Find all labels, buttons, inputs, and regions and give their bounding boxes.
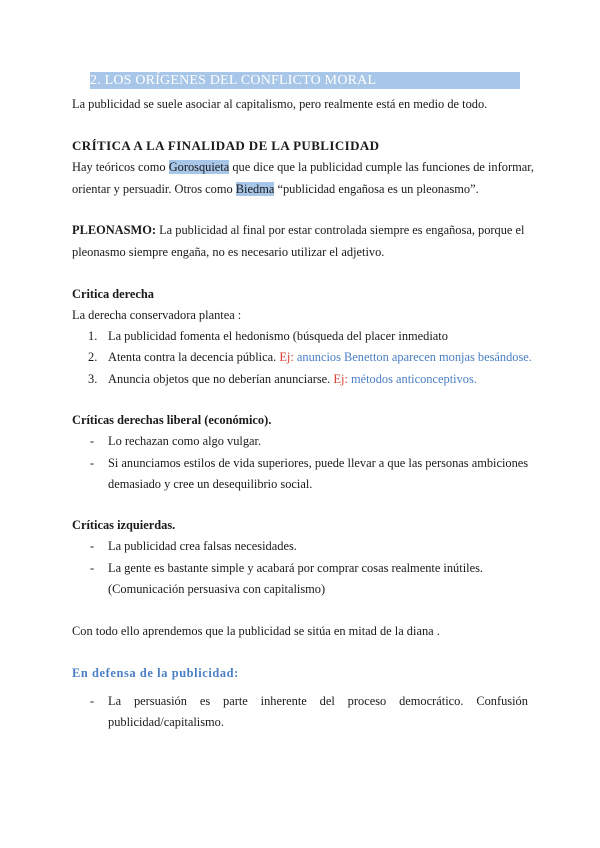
list-item [108, 328, 448, 344]
highlighted-name: Gorosquieta [168, 160, 230, 174]
criticas-liberal-title: Críticas derechas liberal (económico). [72, 413, 272, 427]
word: parte [223, 694, 248, 708]
section-heading: 2. LOS ORÍGENES DEL CONFLICTO MORAL [90, 73, 377, 88]
word: Confusión [476, 694, 528, 708]
bullet-dash: - [90, 561, 95, 575]
text-run: Anuncia objetos que no deberían anunciarse. [108, 372, 334, 386]
text-run: La publicidad fomenta el hedonismo (búsqueda del placer inmediato [108, 329, 448, 343]
word: proceso [347, 694, 387, 708]
list-item-continuation: (Comunicación persuasiva con capitalismo) [108, 582, 326, 596]
word: persuasión [133, 694, 187, 708]
example-text: métodos anticonceptivos. [347, 372, 477, 386]
pleonasmo-label: PLEONASMO: [72, 223, 156, 237]
list-number: 3. [88, 372, 98, 386]
pleonasmo-line-2: pleonasmo siempre engaña, no es necesario utilizar el adjetivo. [72, 245, 385, 259]
word: inherente [260, 694, 307, 708]
pleonasmo-line-1 [72, 222, 528, 238]
word: es [199, 694, 211, 708]
list-item [108, 371, 477, 387]
word: del [319, 694, 335, 708]
highlighted-name: Biedma [235, 182, 275, 196]
word: democrático. [399, 694, 464, 708]
text-run: que dice que la publicidad cumple las funciones de informar, [229, 160, 534, 174]
list-item: Si anunciamos estilos de vida superiores, puede llevar a que las personas ambiciones [108, 456, 529, 470]
conclusion-paragraph: Con todo ello aprendemos que la publicidad se sitúa en mitad de la diana . [72, 624, 440, 638]
critica-finalidad-line-2 [72, 181, 528, 197]
list-number: 2. [88, 350, 98, 364]
list-number: 1. [88, 329, 98, 343]
example-text: anuncios Benetton aparecen monjas besándose. [293, 350, 532, 364]
critica-derecha-intro: La derecha conservadora plantea : [72, 308, 242, 322]
bullet-dash: - [90, 694, 95, 708]
defensa-title: En defensa de la publicidad: [72, 666, 239, 680]
list-item: La gente es bastante simple y acabará por comprar cosas realmente inútiles. [108, 561, 484, 575]
critica-derecha-title: Critica derecha [72, 287, 155, 301]
critica-finalidad-title: CRÍTICA A LA FINALIDAD DE LA PUBLICIDAD [72, 138, 380, 153]
list-item: La publicidad crea falsas necesidades. [108, 539, 297, 553]
defensa-line-1 [108, 693, 528, 709]
bullet-dash: - [90, 456, 95, 470]
text-run: “publicidad engañosa es un pleonasmo”. [274, 182, 479, 196]
list-item [108, 349, 532, 365]
bullet-dash: - [90, 539, 95, 553]
list-item: Lo rechazan como algo vulgar. [108, 434, 262, 448]
criticas-izquierdas-title: Críticas izquierdas. [72, 518, 176, 532]
bullet-dash: - [90, 434, 95, 448]
text-run: Atenta contra la decencia pública. [108, 350, 280, 364]
intro-paragraph: La publicidad se suele asociar al capitalismo, pero realmente está en medio de todo. [72, 97, 488, 111]
example-label: Ej: [279, 350, 294, 364]
word: La [108, 694, 122, 708]
defensa-line-2: publicidad/capitalismo. [108, 715, 224, 729]
critica-finalidad-line-1 [72, 159, 534, 175]
example-label: Ej: [333, 372, 348, 386]
list-item-continuation: demasiado y cree un desequilibrio social. [108, 477, 313, 491]
text-run: La publicidad al final por estar controlada siempre es engañosa, porque el [155, 223, 525, 237]
text-run: orientar y persuadir. Otros como [72, 182, 236, 196]
text-run: Hay teóricos como [72, 160, 169, 174]
